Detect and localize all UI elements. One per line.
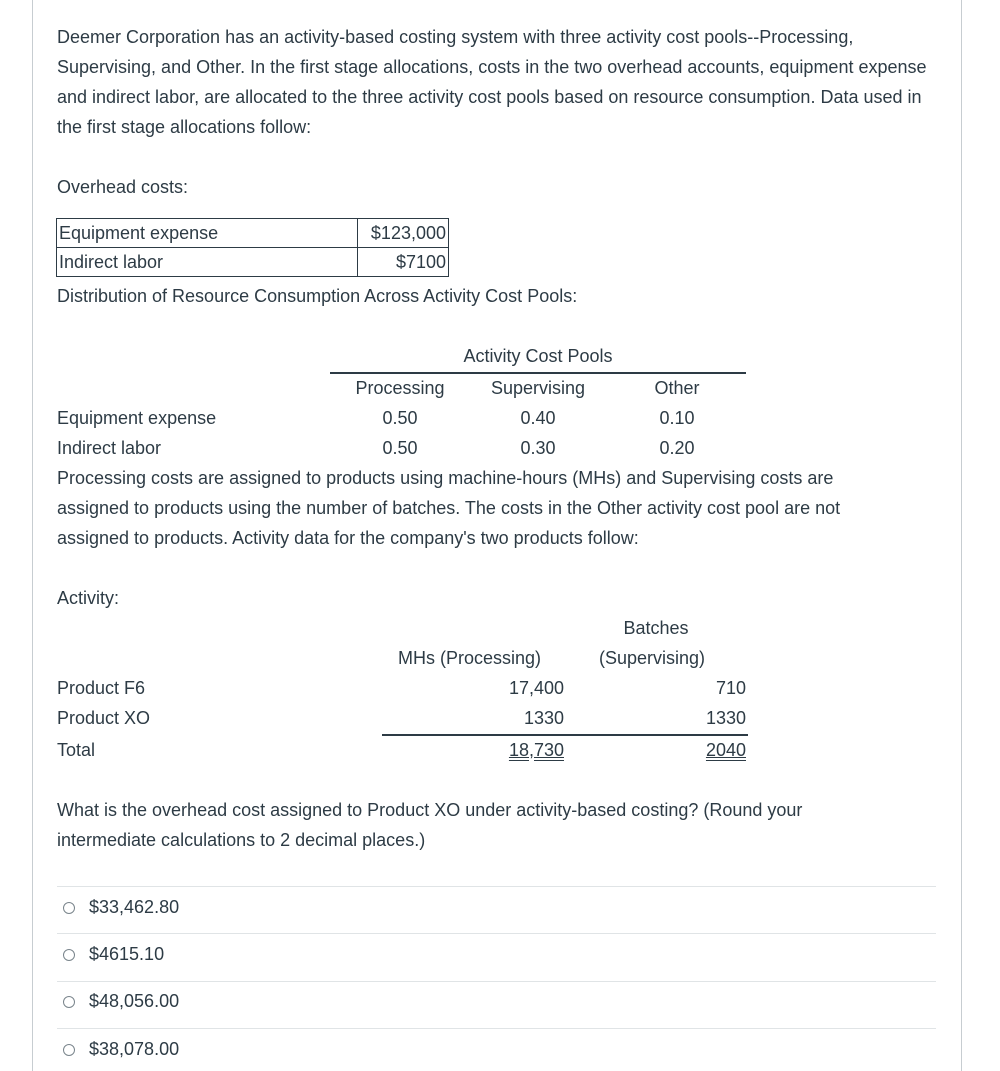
activity-cost-pools-header: Activity Cost Pools	[463, 346, 613, 366]
mhs-total: 18,730	[508, 740, 564, 760]
question-intro: Deemer Corporation has an activity-based costing system with three activity cost pools--Processing, Supervising, and Other. In the first stage allocations, costs in the two overhead accounts, equipment expense and indirect labor, are allocated to the three activity cost pools based on resource consumption. Data used in the first stage allocations follow:	[57, 27, 927, 137]
activity-row-label: Product F6	[57, 678, 146, 698]
distribution-cell: 0.20	[659, 438, 695, 458]
middle-text-line: assigned to products using the number of batches. The costs in the Other activity cost pool are not	[57, 498, 841, 518]
answer-radio-1[interactable]	[63, 902, 75, 914]
batches-cell: 710	[715, 678, 746, 698]
question-prompt-line: intermediate calculations to 2 decimal places.)	[57, 830, 426, 850]
distribution-cell: 0.50	[382, 438, 418, 458]
overhead-label: Indirect labor	[57, 248, 358, 277]
table-row	[57, 248, 449, 277]
batches-cell: 1330	[705, 708, 746, 728]
distribution-cell: 0.40	[520, 408, 556, 428]
answer-option-3[interactable]: $48,056.00	[89, 991, 180, 1011]
header-rule	[330, 372, 746, 374]
middle-text-line: assigned to products. Activity data for the company's two products follow:	[57, 528, 639, 548]
overhead-costs-table	[56, 218, 449, 277]
answer-option-2[interactable]: $4615.10	[89, 944, 165, 964]
answer-option-1[interactable]: $33,462.80	[89, 897, 180, 917]
column-header-other: Other	[654, 378, 700, 398]
answer-divider	[57, 886, 936, 887]
column-header-processing: Processing	[355, 378, 445, 398]
activity-total-label: Total	[57, 740, 96, 760]
answer-option-4[interactable]: $38,078.00	[89, 1039, 180, 1059]
distribution-cell: 0.50	[382, 408, 418, 428]
answer-radio-3[interactable]	[63, 996, 75, 1008]
answer-divider	[57, 1028, 936, 1029]
distribution-cell: 0.30	[520, 438, 556, 458]
answer-radio-2[interactable]	[63, 949, 75, 961]
activity-heading: Activity:	[57, 588, 120, 608]
batches-header: Batches	[623, 618, 689, 638]
overhead-value: $123,000	[358, 219, 449, 248]
answer-divider	[57, 981, 936, 982]
activity-row-label: Product XO	[57, 708, 151, 728]
total-rule	[382, 734, 748, 736]
middle-text-line: Processing costs are assigned to products using machine-hours (MHs) and Supervising costs are	[57, 468, 834, 488]
question-prompt-line: What is the overhead cost assigned to Product XO under activity-based costing? (Round your	[57, 800, 803, 820]
distribution-row-label: Equipment expense	[57, 408, 217, 428]
overhead-value: $7100	[358, 248, 449, 277]
answer-divider	[57, 933, 936, 934]
mhs-cell: 17,400	[508, 678, 564, 698]
supervising-header: (Supervising)	[599, 648, 706, 668]
table-row	[57, 219, 449, 248]
answer-radio-4[interactable]	[63, 1044, 75, 1056]
distribution-row-label: Indirect labor	[57, 438, 162, 458]
mhs-cell: 1330	[523, 708, 564, 728]
distribution-heading: Distribution of Resource Consumption Across Activity Cost Pools:	[57, 286, 578, 306]
mhs-header: MHs (Processing)	[398, 648, 542, 668]
overhead-heading: Overhead costs:	[57, 177, 189, 197]
column-header-supervising: Supervising	[490, 378, 586, 398]
overhead-label: Equipment expense	[57, 219, 358, 248]
distribution-cell: 0.10	[659, 408, 695, 428]
batches-total: 2040	[705, 740, 746, 760]
